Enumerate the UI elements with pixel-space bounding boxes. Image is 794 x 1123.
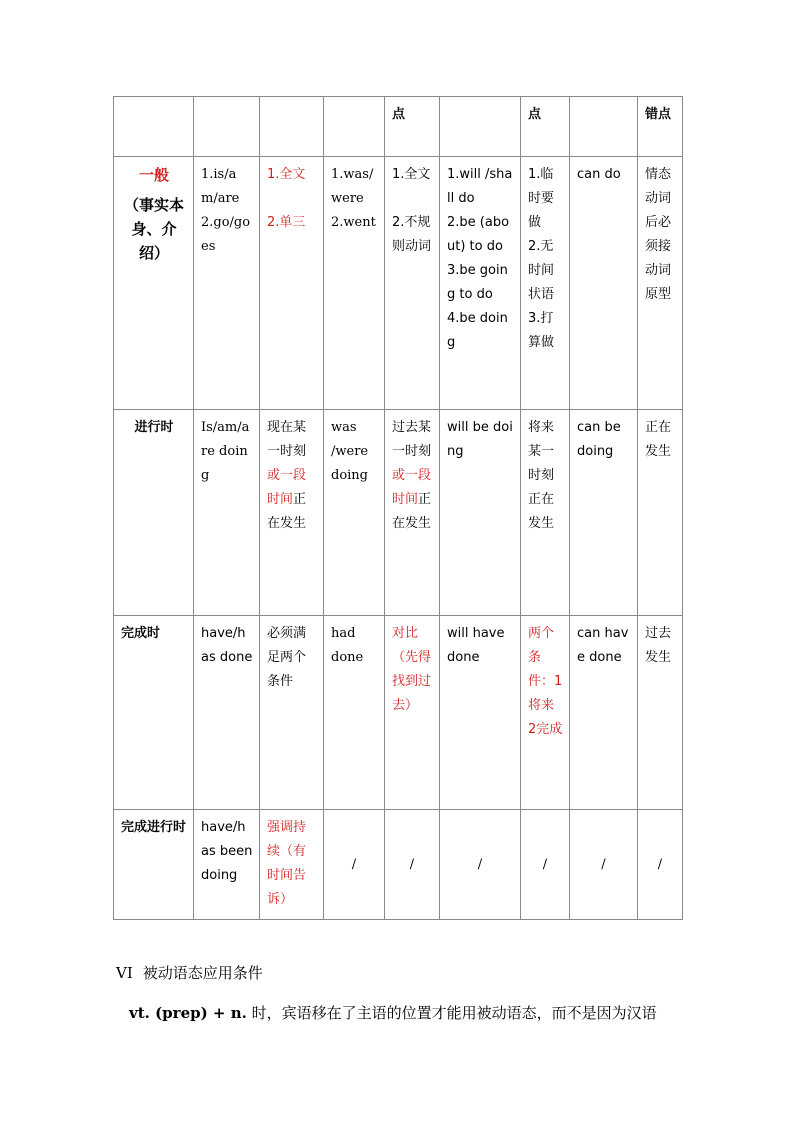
cell-empty-slash: / [570, 810, 638, 920]
header-cell [260, 97, 324, 157]
header-cell-future-point: 点 [521, 97, 570, 157]
cell-modal-point: 过去发生 [638, 616, 683, 810]
table-row-perfect [114, 616, 683, 810]
table-row-progressive [114, 410, 683, 616]
row-label-perfect: 完成时 [114, 616, 194, 810]
cell-past-point: 对比（先得找到过去） [385, 616, 440, 810]
form-line: 1.was/were [331, 167, 374, 206]
header-cell-modal-point: 错点 [638, 97, 683, 157]
point-text-highlight: 或一段时间 [392, 468, 432, 507]
point-line: 1.临时要做 [528, 167, 555, 230]
form-line: /were [331, 444, 369, 459]
cell-present-form: have/has been doing [194, 810, 260, 920]
point-text: 正在发生 [267, 492, 307, 531]
rule-text: 时，宾语移在了主语的位置才能用被动语态，而不是因为汉语 [246, 1004, 657, 1022]
cell-present-point: 强调持续（有时间告诉） [260, 810, 324, 920]
form-line: 3.be going to do [447, 263, 508, 302]
cell-empty-slash: / [440, 810, 521, 920]
cell-modal-form: can have done [570, 616, 638, 810]
cell-empty-slash: / [385, 810, 440, 920]
point-line: 2.单三 [267, 215, 306, 230]
point-text-highlight: 或一段时间 [267, 468, 307, 507]
cell-past-point [385, 157, 440, 410]
cell-present-point: 必须满足两个条件 [260, 616, 324, 810]
header-cell [440, 97, 521, 157]
cell-present-form: have/has done [194, 616, 260, 810]
cell-future-form: will have done [440, 616, 521, 810]
rule-formula: vt. (prep) + n. [129, 1004, 247, 1022]
form-line: 1.is/am/are [201, 167, 240, 206]
header-cell [570, 97, 638, 157]
cell-past-form [324, 616, 385, 810]
point-line: 1.全文 [267, 167, 306, 182]
cell-empty-slash: / [324, 810, 385, 920]
point-line: 2.不规则动词 [392, 215, 432, 254]
row-label-general [114, 157, 194, 410]
header-cell [114, 97, 194, 157]
cell-past-form [324, 410, 385, 616]
point-line: 两个条件：1将来 [528, 626, 563, 713]
cell-modal-point: 正在发生 [638, 410, 683, 616]
cell-empty-slash: / [638, 810, 683, 920]
table-row-general [114, 157, 683, 410]
cell-present-point [260, 410, 324, 616]
cell-modal-point: 情态动词后必须接动词原型 [638, 157, 683, 410]
form-line: 2.went [331, 215, 376, 230]
form-line: doing [331, 468, 369, 483]
cell-empty-slash: / [521, 810, 570, 920]
header-cell [194, 97, 260, 157]
form-line: 1.will /shall do [447, 167, 513, 206]
form-line: 2.go/goes [201, 215, 251, 254]
section-number: VI [116, 964, 133, 982]
table-header-row [114, 97, 683, 157]
cell-modal-form: can do [570, 157, 638, 410]
point-text: 现在某一时刻 [267, 420, 307, 459]
cell-future-form: will be doing [440, 410, 521, 616]
row-label-perfect-progressive: 完成进行时 [114, 810, 194, 920]
cell-present-point [260, 157, 324, 410]
cell-present-form [194, 157, 260, 410]
form-line: 4.be doing [447, 311, 508, 350]
section-heading [116, 962, 263, 983]
header-cell-past-point: 点 [385, 97, 440, 157]
cell-modal-form: can be doing [570, 410, 638, 616]
cell-past-point [385, 410, 440, 616]
cell-past-form [324, 157, 385, 410]
cell-present-form: Is/am/are doing [194, 410, 260, 616]
cell-future-point: 将来某一时刻正在发生 [521, 410, 570, 616]
form-line: was [331, 420, 357, 435]
tense-table [113, 96, 683, 920]
point-text: 正在发生 [392, 492, 432, 531]
point-line: 2.无时间状语 [528, 239, 555, 302]
rule-paragraph [129, 1002, 657, 1023]
cell-future-point [521, 157, 570, 410]
cell-future-form [440, 157, 521, 410]
point-text: 过去某一时刻 [392, 420, 432, 459]
form-line: had [331, 626, 356, 641]
row-label-sub: （事实本身、介绍） [123, 196, 184, 262]
section-title: 被动语态应用条件 [142, 964, 263, 982]
form-line: done [331, 650, 364, 665]
row-label-main: 一般 [138, 166, 169, 184]
table-row-perfect-progressive [114, 810, 683, 920]
row-label-progressive: 进行时 [114, 410, 194, 616]
point-line: 3.打算做 [528, 311, 555, 350]
form-line: 2.be (about) to do [447, 215, 510, 254]
point-line: 2完成 [528, 722, 563, 737]
cell-future-point [521, 616, 570, 810]
point-line: 1.全文 [392, 167, 431, 182]
header-cell [324, 97, 385, 157]
